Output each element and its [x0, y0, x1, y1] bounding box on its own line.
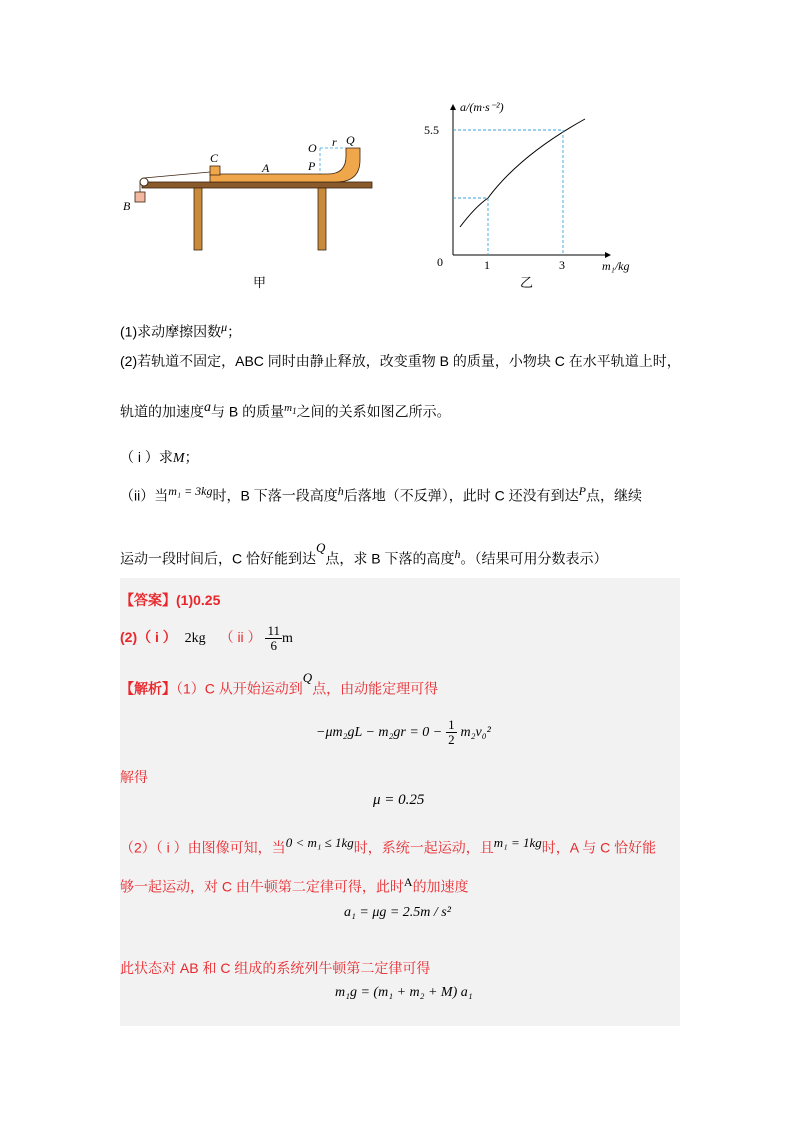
question-1: (1)求动摩擦因数$^\mu$；: [120, 320, 242, 340]
question-2-ii-line1: （ii）当$^{m_1 = 3kg}$时，B 下落一段高度$^h$后落地（不反弹），此时 C 还没有到达$^P$点，继续: [120, 484, 642, 504]
x-axis-label: m₁/kg: [602, 259, 630, 273]
analysis-jiede: 解得: [120, 769, 148, 785]
weight-b: [135, 192, 145, 202]
analysis-line-1: 【解析】（1）C 从开始运动到$^Q$点，由动能定理可得: [120, 670, 439, 697]
curve: [460, 119, 585, 227]
label-c: C: [210, 151, 219, 165]
answer-line-1: 【答案】(1)0.25: [120, 592, 221, 608]
y-tick-5-5: 5.5: [424, 123, 439, 137]
x-tick-3: 3: [559, 258, 565, 272]
block-c: [210, 166, 220, 175]
equation-2: μ = 0.25: [373, 792, 425, 808]
label-o: O: [308, 141, 317, 155]
equation-4: m₁g = (m₁ + m₂ + M) a₁: [335, 985, 473, 1000]
y-axis-label: a/(m·s⁻²): [460, 100, 504, 114]
label-b: B: [123, 199, 131, 213]
figure-jia: [110, 130, 390, 290]
label-p: P: [308, 159, 316, 173]
table-leg-left: [194, 188, 202, 250]
table-top: [142, 182, 372, 188]
analysis-line-3: 够一起运动，对 C 由牛顿第二定律可得，此时$^A$的加速度: [120, 875, 469, 895]
x-tick-1: 1: [484, 258, 490, 272]
track-a: [210, 148, 360, 182]
answer-line-2: (2)（ i ） 2kg （ ii ） $\frac{11}{6}$ m: [120, 623, 293, 653]
table-leg-right: [318, 188, 326, 250]
figure-jia-caption: 甲: [253, 275, 267, 290]
question-2-ii-line2: 运动一段时间后，C 恰好能到达$^Q$点，求 B 下落的高度$^h$。（结果可用分数表示）: [120, 540, 608, 567]
label-q: Q: [346, 133, 355, 147]
figure-yi-caption: 乙: [520, 275, 534, 290]
equation-3: a₁ = μg = 2.5m / s²: [344, 905, 451, 920]
origin-label: 0: [437, 255, 443, 269]
figure-yi-graph: [420, 95, 650, 285]
analysis-line-2: （2）（ i ）由图像可知，当$^{0 < m_1 \le 1kg}$时，系统一起运动，且$^{m_1 = 1kg}$时，A 与 C 恰好能: [120, 835, 657, 856]
pulley: [140, 178, 148, 186]
answer-fraction: $\frac{11}{6}$: [267, 623, 280, 653]
label-a: A: [262, 161, 270, 175]
analysis-line-4: 此状态对 AB 和 C 组成的系统列牛顿第二定律可得: [120, 960, 431, 976]
question-2-line2: 轨道的加速度$^a$与 B 的质量$^{m_1}$之间的关系如图乙所示。: [120, 400, 451, 420]
label-r: r: [332, 135, 337, 149]
equation-1: −μm₂gL − m₂gr = 0 − $\frac{1}{2}$ m₂v₀²: [316, 717, 491, 747]
question-2-line1: (2)若轨道不固定，ABC 同时由静止释放，改变重物 B 的质量，小物块 C 在水平轨道上时，: [120, 353, 681, 369]
string-horizontal: [144, 172, 210, 178]
question-2-i: （ i ）求M；: [120, 449, 199, 466]
